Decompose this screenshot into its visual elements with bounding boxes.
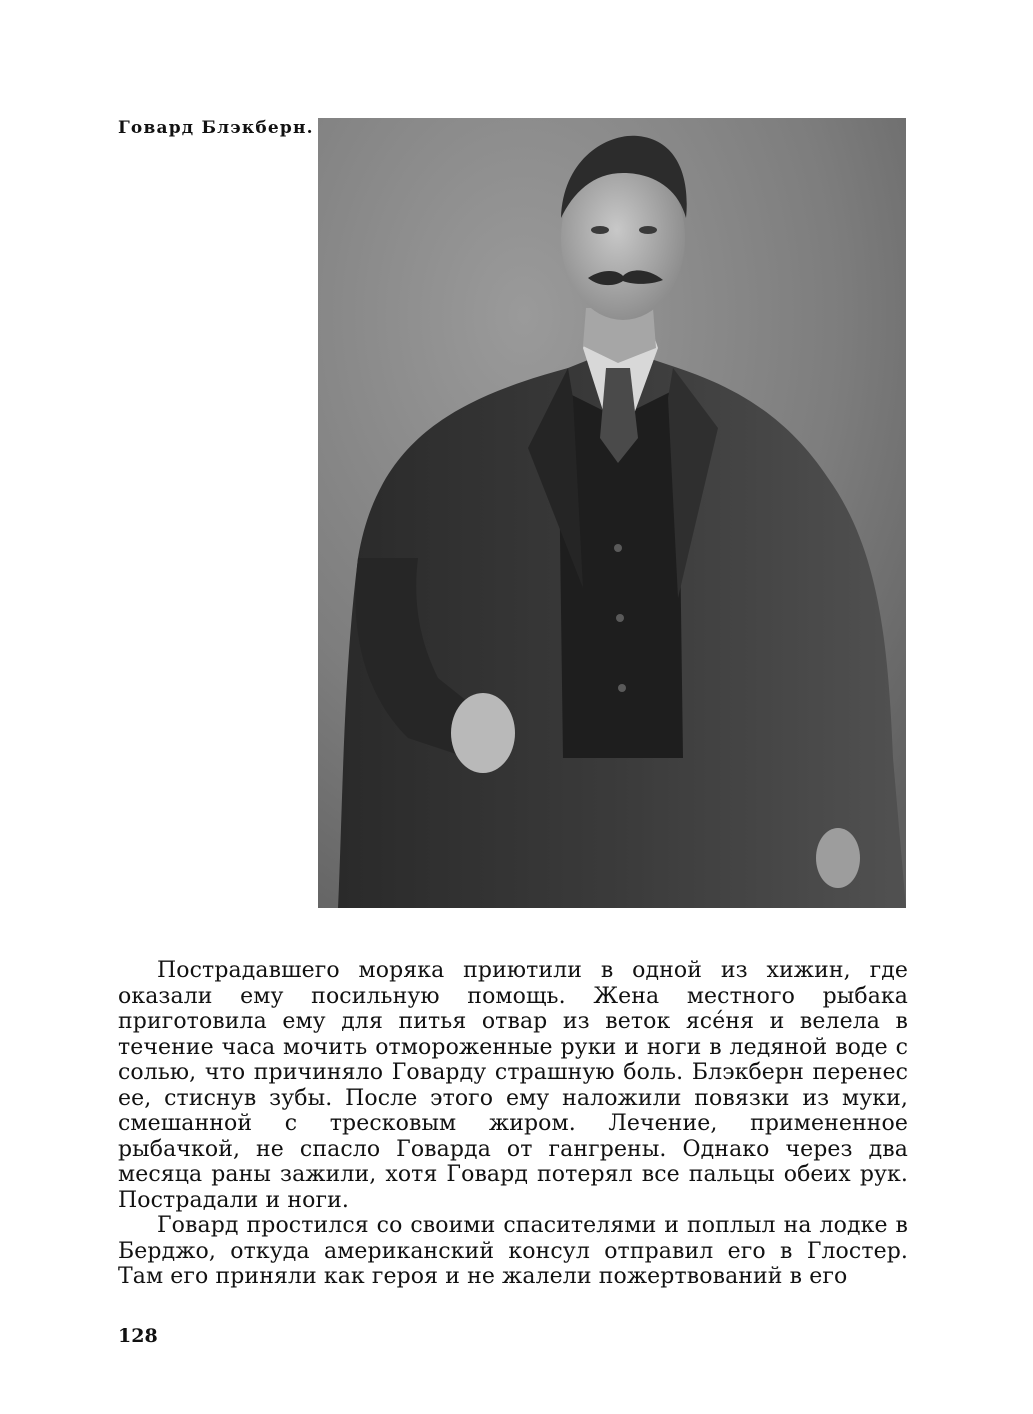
portrait-photo (318, 118, 906, 908)
photo-caption: Говард Блэкберн. (118, 118, 314, 138)
body-text (118, 958, 908, 1290)
page-number: 128 (118, 1325, 158, 1347)
paragraph: Пострадавшего моряка приютили в одной из хижин, где оказали ему посильную помощь. Жена местного рыбака приготовила ему для питья отвар из веток ясе́ня и велела в течение часа мочить отмороженные руки и ноги в ледяной воде с солью, что причиняло Говарду страшную боль. Блэкберн перенес ее, стиснув зубы. После этого ему наложили повязки из муки, смешанной с тресковым жиром. Лечение, примененное рыбачкой, не спасло Говарда от гангрены. Однако через два месяца раны зажили, хотя Говард потерял все пальцы обеих рук. Пострадали и ноги. (118, 958, 908, 1213)
portrait-photo-icon (318, 118, 906, 908)
paragraph: Говард простился со своими спасителями и поплыл на лодке в Берджо, откуда американский консул отправил его в Глостер. Там его приняли как героя и не жалели пожертвований в его (118, 1213, 908, 1289)
